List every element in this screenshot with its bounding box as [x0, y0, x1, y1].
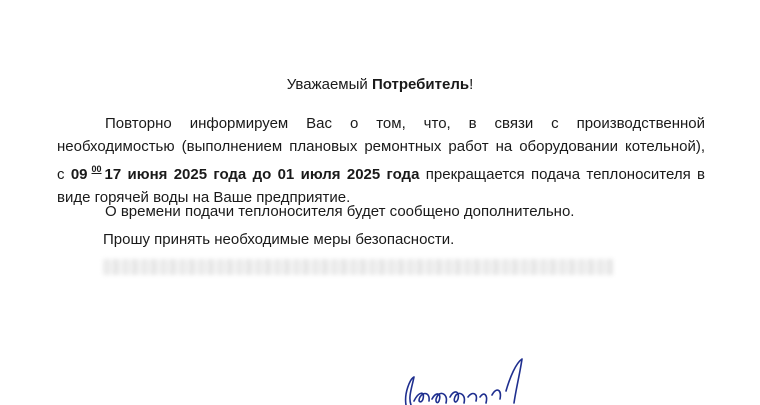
- safety-paragraph: Прошу принять необходимые меры безопасности.: [103, 231, 455, 248]
- salutation: [0, 76, 760, 94]
- salutation-recipient: Потребитель: [371, 76, 470, 93]
- start-day: 09: [70, 166, 88, 183]
- handwritten-signature: [392, 355, 542, 405]
- notice-line-4: виде горячей воды на Ваше предприятие.: [57, 189, 351, 206]
- date-range-suffix: прекращается подача теплоносителя в: [419, 166, 706, 183]
- salutation-suffix: !: [469, 76, 474, 93]
- notice-line-2: необходимостью (выполнением плановых ремонтных работ на оборудовании котельной),: [57, 138, 705, 155]
- start-hour-superscript: 00: [91, 164, 102, 174]
- salutation-prefix: Уважаемый: [286, 76, 372, 93]
- redacted-line: [103, 259, 613, 275]
- notice-line-3: [57, 158, 705, 186]
- notice-line-1: Повторно информируем Вас о том, что, в связи с производственной: [105, 115, 705, 132]
- notice-paragraph: [57, 112, 705, 209]
- date-range-prefix: с: [57, 166, 71, 183]
- followup-paragraph: О времени подачи теплоносителя будет сообщено дополнительно.: [105, 203, 575, 220]
- date-range: 17 июня 2025 года до 01 июля 2025 года: [104, 166, 420, 183]
